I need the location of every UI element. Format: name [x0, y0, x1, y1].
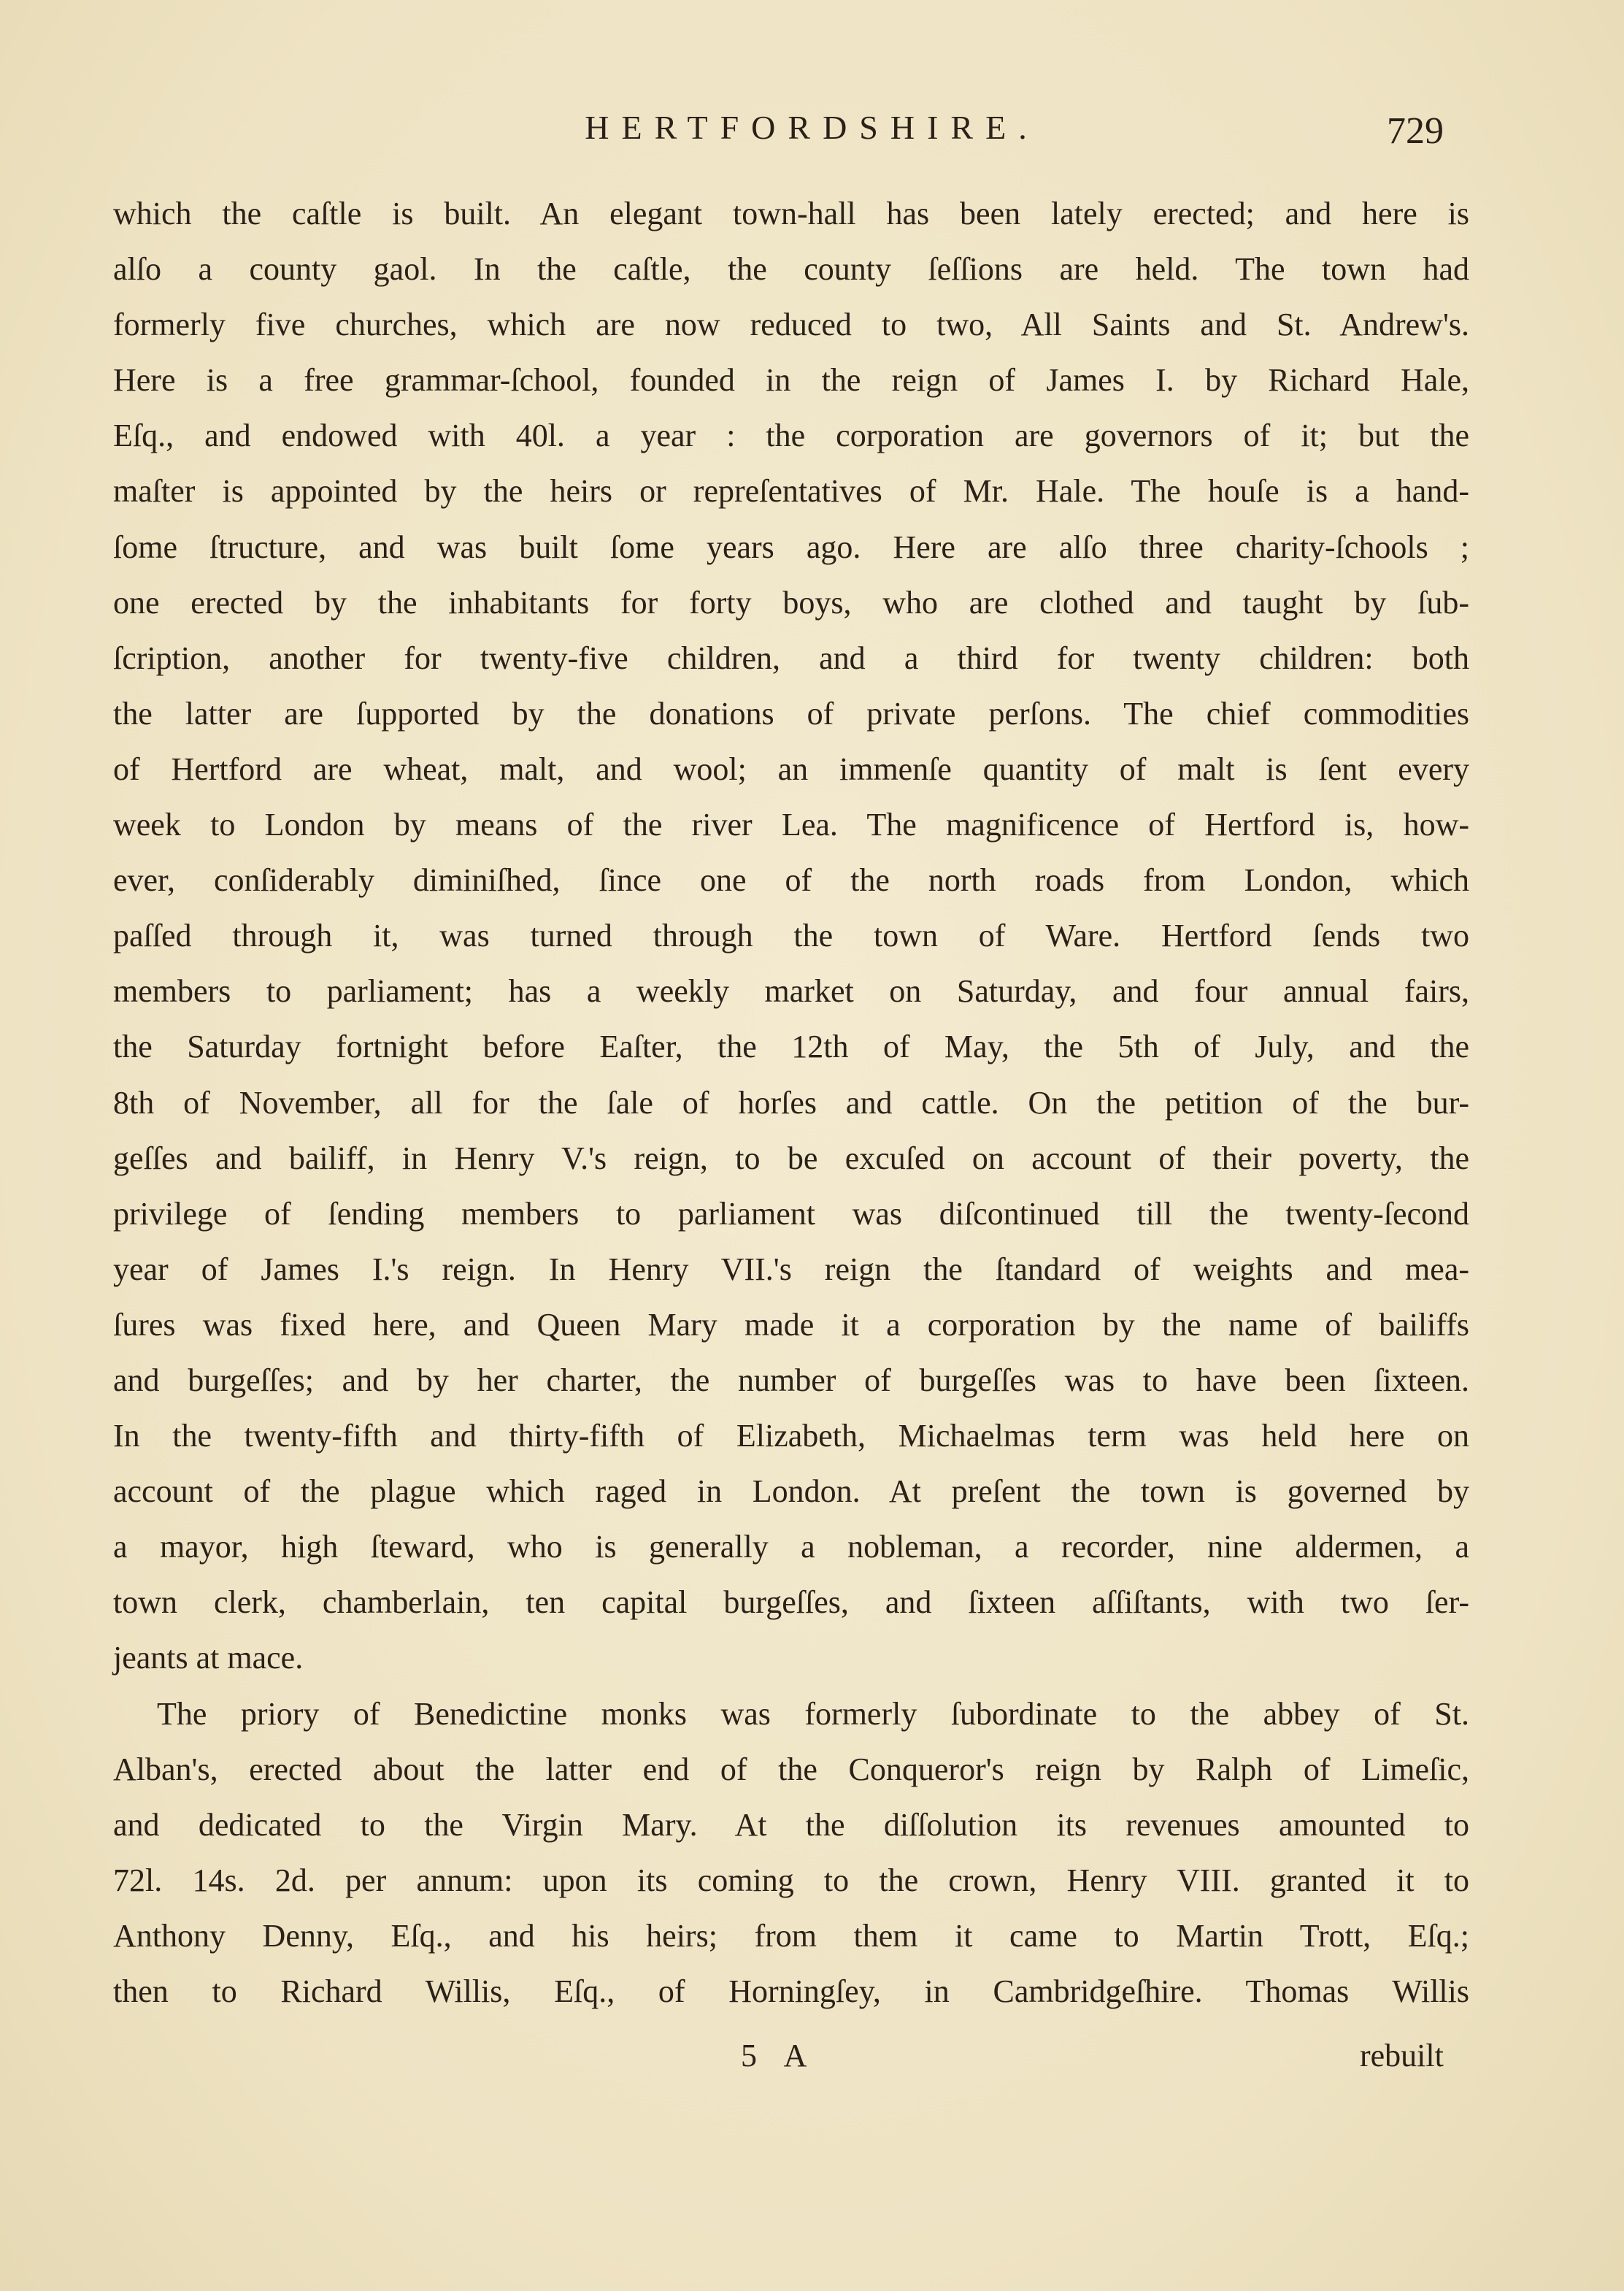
text-line: account of the plague which raged in London. At preſent the town is governed by [113, 1473, 1469, 1510]
text-line: town clerk, chamberlain, ten capital burgeſſes, and ſixteen aſſiſtants, with two ſer- [113, 1584, 1469, 1621]
page-number: 729 [1387, 110, 1444, 152]
text-line: then to Richard Willis, Eſq., of Horningſey, in Cambridgeſhire. Thomas Willis [113, 1973, 1469, 2009]
paragraph-end-line: jeants at mace. [113, 1640, 304, 1676]
text-line: ever, conſiderably diminiſhed, ſince one of the north roads from London, which [113, 862, 1469, 899]
text-line: week to London by means of the river Lea. The magnificence of Hertford is, how- [113, 807, 1469, 843]
running-head: HERTFORDSHIRE. [585, 109, 1039, 146]
text-line: In the twenty-fifth and thirty-fifth of Elizabeth, Michaelmas term was held here on [113, 1418, 1469, 1454]
text-line: Eſq., and endowed with 40l. a year : the corporation are governors of it; but the [113, 418, 1469, 454]
text-line: which the caſtle is built. An elegant town-hall has been lately erected; and here is [113, 196, 1469, 231]
text-line: one erected by the inhabitants for forty boys, who are clothed and taught by ſub- [113, 584, 1469, 621]
text-line: year of James I.'s reign. In Henry VII.'s reign the ſtandard of weights and mea- [113, 1251, 1469, 1287]
text-line: geſſes and bailiff, in Henry V.'s reign, to be excuſed on account of their poverty, the [113, 1140, 1469, 1176]
text-line: members to parliament; has a weekly market on Saturday, and four annual fairs, [113, 973, 1469, 1010]
signature-mark: 5 A [741, 2038, 817, 2073]
text-line: a mayor, high ſteward, who is generally a nobleman, a recorder, nine aldermen, a [113, 1529, 1469, 1565]
text-line: 72l. 14s. 2d. per annum: upon its coming to the crown, Henry VIII. granted it to [113, 1862, 1469, 1898]
text-line: ſures was fixed here, and Queen Mary made it a corporation by the name of bailiffs [113, 1306, 1469, 1343]
body-text [113, 186, 1469, 2019]
text-line: and burgeſſes; and by her charter, the number of burgeſſes was to have been ſixteen. [113, 1362, 1469, 1398]
text-line: paſſed through it, was turned through the town of Ware. Hertford ſends two [113, 918, 1469, 954]
text-line: alſo a county gaol. In the caſtle, the county ſeſſions are held. The town had [113, 251, 1469, 288]
text-line: ſome ſtructure, and was built ſome years ago. Here are alſo three charity-ſchools ; [113, 529, 1469, 565]
text-line: Alban's, erected about the latter end of the Conqueror's reign by Ralph of Limeſic, [113, 1751, 1469, 1787]
text-line: maſter is appointed by the heirs or repreſentatives of Mr. Hale. The houſe is a hand- [113, 473, 1469, 510]
catchword: rebuilt [1360, 2038, 1444, 2073]
page-footer [0, 2037, 1624, 2092]
text-line: of Hertford are wheat, malt, and wool; an immenſe quantity of malt is ſent every [113, 751, 1469, 787]
text-line: ſcription, another for twenty-five children, and a third for twenty children: both [113, 640, 1469, 676]
text-line: formerly five churches, which are now reduced to two, All Saints and St. Andrew's. [113, 307, 1469, 343]
text-line: the Saturday fortnight before Eaſter, the 12th of May, the 5th of July, and the [113, 1029, 1469, 1065]
text-line: the latter are ſupported by the donations of private perſons. The chief commodities [113, 695, 1469, 732]
paragraph-start-line: The priory of Benedictine monks was formerly ſubordinate to the abbey of St. [157, 1695, 1469, 1732]
text-line: Here is a free grammar-ſchool, founded in the reign of James I. by Richard Hale, [113, 362, 1469, 399]
text-line: 8th of November, all for the ſale of horſes and cattle. On the petition of the bur- [113, 1084, 1469, 1121]
text-line: Anthony Denny, Eſq., and his heirs; from them it came to Martin Trott, Eſq.; [113, 1917, 1469, 1954]
text-line: and dedicated to the Virgin Mary. At the diſſolution its revenues amounted to [113, 1806, 1469, 1843]
text-line: privilege of ſending members to parliament was diſcontinued till the twenty-ſecond [113, 1195, 1469, 1232]
